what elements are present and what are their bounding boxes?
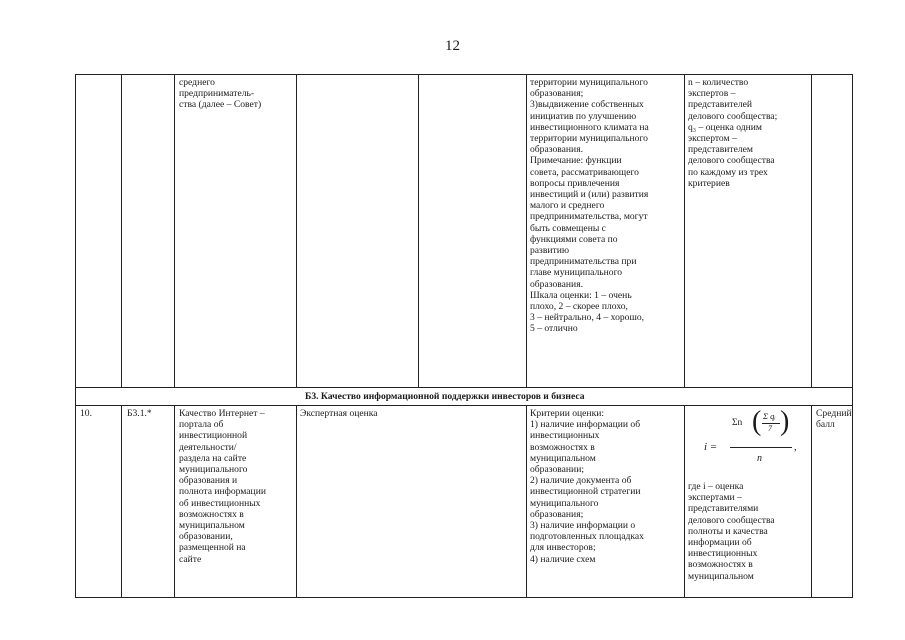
formula-paren-close: ) xyxy=(780,406,790,437)
col-border xyxy=(121,74,122,388)
measurement-unit: Средний балл xyxy=(816,408,852,431)
formula-denominator: n xyxy=(757,453,762,464)
row-number: 10. xyxy=(80,408,92,419)
evaluation-method: Экспертная оценка xyxy=(300,408,378,419)
score-formula xyxy=(700,405,810,475)
col-border xyxy=(296,405,297,598)
indicator-code: Б3.1.* xyxy=(127,408,152,419)
col-border xyxy=(174,405,175,598)
council-functions-cell: территории муниципального образования; 3)выдвижение собственных инициатив по улучшению инвестиционного климата на территории муниципального образования. Примечание: функции совета, рассматривающего вопросы привлечения инвестиций и (или) развития малого и среднего предпринимательства, могут быть совмещены с функциями совета по развитию предпринимательства при главе муниципального образования. Шкала оценки: 1 – очень плохо, 2 – скорее плохо, 3 – нейтрально, 4 – хорошо, 5 – отлично xyxy=(530,77,649,335)
formula-sum: Σn xyxy=(732,418,743,428)
table-bottom-border xyxy=(75,597,853,598)
col-border xyxy=(852,74,853,598)
formula-inner-denominator: 7 xyxy=(768,424,772,433)
section-heading: Б3. Качество информационной поддержки инвесторов и бизнеса xyxy=(305,391,585,402)
evaluation-criteria: Критерии оценки: 1) наличие информации об инвестиционных возможностях в муниципальном образовании; 2) наличие документа об инвестиционной стратегии муниципального образования; 3) наличие информации о подготовленных площадках для инвесторов; 4) наличие схем xyxy=(530,408,644,565)
col-border xyxy=(526,74,527,388)
col-border xyxy=(684,74,685,388)
formula-description: где i – оценка экспертами – представителями делового сообщества полноты и качества информации об инвестиционных возможностях в муниципальном xyxy=(688,481,775,582)
council-name-cell: среднего предприниматель- ства (далее – Совет) xyxy=(179,77,262,111)
col-border xyxy=(174,74,175,388)
variables-legend-cell: n – количество экспертов – представителей делового сообщества; q₃ – оценка одним экспертом – представителем делового сообщества по каждому из трех критериев xyxy=(688,77,778,189)
table-top-border xyxy=(75,74,853,75)
section-top-border xyxy=(75,387,853,388)
col-border xyxy=(811,74,812,388)
col-border xyxy=(418,74,419,388)
col-border xyxy=(811,405,812,598)
col-border xyxy=(75,74,76,598)
col-border xyxy=(296,74,297,388)
formula-paren-open: ( xyxy=(752,406,762,437)
indicator-name: Качество Интернет – портала об инвестиционной деятельности/ раздела на сайте муниципального образования и полнота информации об инвестиционных возможностях в муниципальном образовании, размещенной на сайте xyxy=(179,408,266,565)
formula-inner-numerator: Σ qᵢ xyxy=(763,411,776,421)
col-border xyxy=(684,405,685,598)
formula-lhs: i = xyxy=(704,441,718,453)
col-border xyxy=(121,405,122,598)
page-number: 12 xyxy=(445,38,460,54)
formula-comma: , xyxy=(794,441,797,453)
col-border xyxy=(526,405,527,598)
formula-main-bar xyxy=(730,447,792,448)
